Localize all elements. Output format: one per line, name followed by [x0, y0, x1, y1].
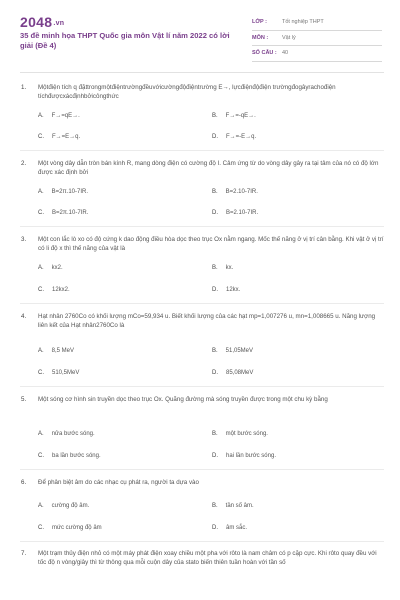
question-text: Một con lắc lò xo có độ cứng k dao động điều hòa dọc theo trục Ox nằm ngang. Mốc thế năng ở vị trí cân bằng. Khi vật ở vị trí có li độ x thì thế năng của vật là — [38, 236, 384, 252]
logo-suffix: .vn — [53, 19, 65, 27]
option-c[interactable] — [38, 370, 79, 376]
option-label: B. — [212, 503, 218, 509]
option-text: 12kx. — [226, 287, 241, 293]
question-text: Một sóng cơ hình sin truyền dọc theo trục Ox. Quãng đường mà sóng truyền được trong một chu kỳ bằng — [38, 396, 328, 403]
option-c[interactable] — [38, 287, 70, 293]
document-title: 35 đề minh họa THPT Quốc gia môn Vật lí năm 2022 có lời giải (Đề 4) — [20, 31, 230, 50]
option-a[interactable] — [38, 113, 80, 119]
option-c[interactable] — [38, 453, 101, 459]
option-c[interactable] — [38, 134, 80, 140]
option-text: tần số âm. — [225, 503, 254, 509]
option-text: mức cường độ âm — [52, 525, 102, 531]
document-meta — [252, 15, 382, 62]
meta-value: Tốt nghiệp THPT — [282, 19, 324, 26]
option-label: D. — [212, 287, 218, 293]
question-divider — [20, 469, 384, 470]
option-b[interactable] — [212, 503, 254, 509]
option-text: hai lần bước sóng. — [226, 453, 276, 459]
option-text: 8,5 MeV — [51, 348, 75, 354]
meta-value: Vật lý — [282, 34, 296, 41]
question-number: 2. — [21, 160, 27, 167]
option-text: B=2π.10-7IR. — [51, 189, 88, 195]
option-label: A. — [38, 113, 44, 119]
option-label: B. — [212, 431, 218, 437]
option-a[interactable] — [38, 431, 95, 437]
option-text: B=2.10-7IR. — [226, 210, 259, 216]
option-c[interactable] — [38, 210, 88, 216]
option-b[interactable] — [212, 265, 233, 271]
option-label: A. — [38, 503, 44, 509]
question-number: 4. — [21, 313, 27, 320]
header-divider — [20, 72, 384, 73]
question-text: Hạt nhân 2760Co có khối lượng mCo=59,934 u. Biết khối lượng của các hạt mp=1,007276 u, mn=1,008665 u. Năng lượng liên kết của Hạt nhân2760Co là — [38, 313, 376, 329]
option-label: D. — [212, 134, 218, 140]
option-b[interactable] — [212, 189, 258, 195]
option-label: C. — [38, 453, 44, 459]
option-text: F→=E→q. — [52, 134, 81, 140]
option-text: âm sắc. — [226, 525, 248, 531]
option-label: C. — [38, 525, 44, 531]
option-d[interactable] — [212, 134, 256, 140]
option-text: F→=qE→. — [51, 113, 80, 119]
option-text: 12kx2. — [52, 287, 70, 293]
question-text: Để phân biệt âm do các nhạc cụ phát ra, người ta dựa vào — [38, 479, 199, 486]
option-a[interactable] — [38, 189, 88, 195]
option-label: D. — [212, 210, 218, 216]
question-divider — [20, 150, 384, 151]
question-number: 1. — [21, 84, 27, 91]
option-text: 85,08MeV — [226, 370, 254, 376]
option-label: A. — [38, 265, 44, 271]
option-text: nửa bước sóng. — [51, 431, 95, 437]
option-text: B=2.10-7IR. — [225, 189, 258, 195]
option-b[interactable] — [212, 431, 268, 437]
question-divider — [20, 386, 384, 387]
question-number: 5. — [21, 396, 27, 403]
question-divider — [20, 226, 384, 227]
option-text: 510,5MeV — [52, 370, 80, 376]
option-label: C. — [38, 287, 44, 293]
meta-value: 40 — [282, 50, 289, 57]
question-number: 3. — [21, 236, 27, 243]
meta-question-count — [252, 46, 382, 62]
option-b[interactable] — [212, 113, 256, 119]
option-label: B. — [212, 265, 218, 271]
option-label: C. — [38, 134, 44, 140]
option-a[interactable] — [38, 265, 63, 271]
question-divider — [20, 303, 384, 304]
site-logo[interactable] — [20, 14, 64, 30]
option-text: ba lần bước sóng. — [52, 453, 101, 459]
option-label: B. — [212, 113, 218, 119]
option-text: F→=-qE→. — [225, 113, 256, 119]
question-text: Một trạm thủy điện nhỏ có một máy phát điện xoay chiều một pha với rôto là nam châm có p cặp cực. Khi rôto quay đều với tốc độ n vòng/giây thì từ thông qua mỗi cuộn dây của stato biến thiên tuần hoàn với tần số — [38, 550, 377, 566]
option-label: D. — [212, 370, 218, 376]
meta-class — [252, 15, 382, 31]
option-text: F→=-E→q. — [226, 134, 257, 140]
question-number: 6. — [21, 479, 27, 486]
question-text: Một vòng dây dẫn tròn bán kính R, mang dòng điện có cường độ I. Cảm ứng từ do vòng dây gây ra tại tâm của nó có độ lớn được xác định bởi — [38, 160, 379, 176]
option-d[interactable] — [212, 287, 240, 293]
option-text: kx2. — [51, 265, 63, 271]
option-text: một bước sóng. — [225, 431, 268, 437]
question-divider — [20, 541, 384, 542]
option-label: D. — [212, 525, 218, 531]
option-c[interactable] — [38, 525, 102, 531]
option-a[interactable] — [38, 503, 89, 509]
question-number: 7. — [21, 550, 27, 557]
option-a[interactable] — [38, 348, 74, 354]
option-label: A. — [38, 189, 44, 195]
option-text: kx. — [225, 265, 234, 271]
meta-subject — [252, 31, 382, 47]
document-header — [0, 0, 400, 64]
option-b[interactable] — [212, 348, 253, 354]
option-label: C. — [38, 210, 44, 216]
option-label: D. — [212, 453, 218, 459]
option-label: A. — [38, 431, 44, 437]
option-label: A. — [38, 348, 44, 354]
option-text: B=2π.10-7IR. — [52, 210, 89, 216]
option-d[interactable] — [212, 525, 247, 531]
option-text: 51,05MeV — [225, 348, 254, 354]
meta-key: MÔN : — [252, 34, 269, 41]
option-label: B. — [212, 189, 218, 195]
option-label: B. — [212, 348, 218, 354]
option-label: C. — [38, 370, 44, 376]
meta-key: LỚP : — [252, 19, 267, 26]
question-text: Mộtđiện tích q đặttrongmộtđiệntrườngđềuvớicườngđộđiệntrường E→, lựcđiệnđộđiện trườngđogâyrachođiện tíchđượcxácđịnhbởicôngthức — [38, 84, 336, 100]
option-d[interactable] — [212, 370, 253, 376]
option-d[interactable] — [212, 210, 258, 216]
option-d[interactable] — [212, 453, 276, 459]
option-text: cường độ âm. — [51, 503, 90, 509]
logo-main: 2048 — [20, 14, 53, 30]
meta-key: SỐ CÂU : — [252, 50, 277, 57]
